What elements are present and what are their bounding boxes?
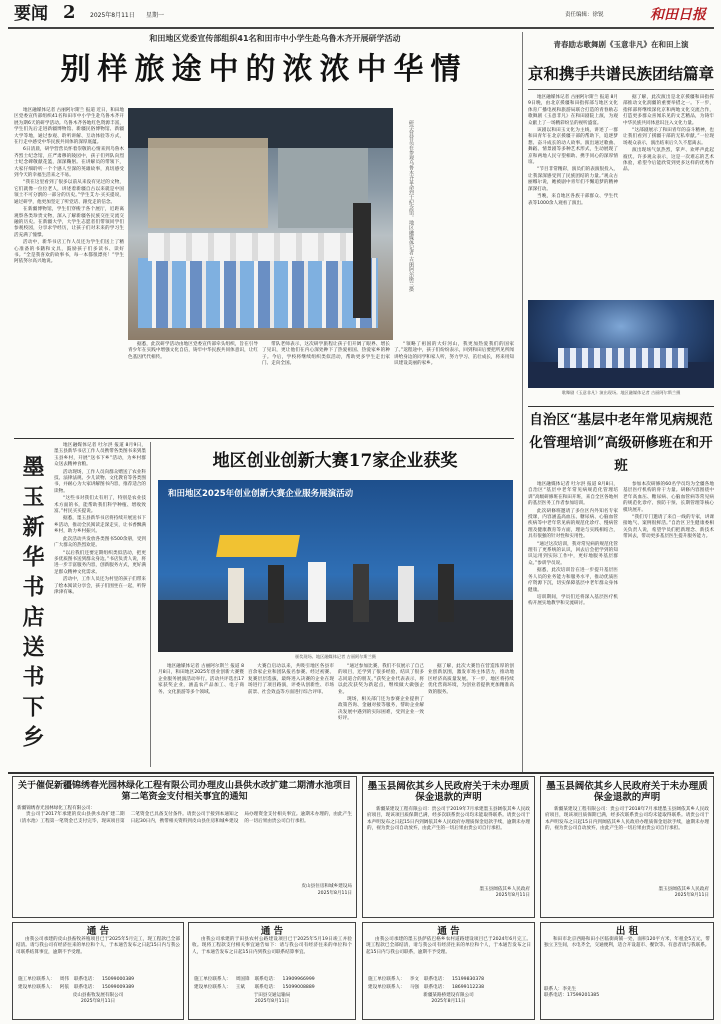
- notice-title: 通 告: [86, 926, 110, 937]
- notice-date: 2025年8月11日: [431, 999, 466, 1005]
- contest-column-2: [248, 664, 334, 768]
- ad-title: 墨玉县阔依其乡人民政府关于未办理质保金退款的声明: [367, 781, 530, 803]
- notice-title: 通 告: [260, 926, 284, 937]
- lead-para: 6日清晨，研学营营员怀着崇敬的心情来到乌鲁木齐烈士纪念馆，庄严肃穆的陵园中，孩子们列队向烈士纪念碑敬献花篮，深深鞠躬。在讲解员的带领下，大家仔细聆听一个个感人至深的英雄故事，真切感受到今天的幸福生活来之不易。: [14, 147, 124, 179]
- jingxin-para: 演出现场气氛热烈，掌声、欢呼声此起彼伏。许多观众表示，这是一次难忘的艺术体验，希望今后能欣赏到更多这样的优秀作品。: [623, 148, 714, 173]
- ad-sign: 墨玉县阔依其乡人民政府: [479, 887, 530, 892]
- ad-addressee: 新疆锦绣春光园林绿化工程有限公司：: [17, 806, 96, 811]
- contact-val: 15099000389: [101, 977, 135, 982]
- contact-key: 联系电话：: [423, 985, 447, 990]
- lead-para: 带队老师表示，这次研学旅程让孩子们开阔了眼界、增长了见识，更让他们在内心深处种下了热爱祖国、热爱家乡的种子。今后，学校将继续组织类似活动，帮助更多学生走出家门、走向全国。: [262, 342, 390, 367]
- jingxin-column-2: [623, 95, 714, 295]
- xinhua-para: 活动中，工作人员还为村里的孩子们带来了绘本阅读分享会，孩子们围坐在一起，听得津津有味。: [54, 577, 146, 595]
- training-column-1: [528, 482, 618, 767]
- training-para: 据悉，此次培训旨在进一步提升基层医务人员的业务能力和服务水平，推动优质医疗资源下沉，切实保障基层中老年群众身体健康。: [528, 568, 618, 593]
- jingxin-photo-caption: 歌舞剧《玉意非凡》演出现场。地区融媒体记者 古丽阿尔斯兰摄: [561, 390, 681, 395]
- jingxin-para: 据了解，此次演出是北京援疆和田指挥部推动文化润疆的重要举措之一。下一步，指挥部将继续深化京和两地文化交流合作，打造更多群众喜闻乐见的文艺精品，为铸牢中华民族共同体意识注入文化力量。: [623, 95, 714, 126]
- jingxin-para: “这部剧展示了和田青年的奋斗精神，也让我们看到了援疆干部的无私奉献。”一位现场观众表示，演出结束后久久不愿离去。: [623, 128, 714, 146]
- jingxin-para: “节目非常精彩，演员们的表演很投入，让我深深感受到了民族团结的力量。”观众古丽娜尔说，她被剧中青年们不懈追梦的精神深深打动。: [528, 167, 618, 192]
- issue-weekday: 星期一: [146, 12, 165, 19]
- notice-sign: 新疆某路桥建设有限公司: [423, 993, 474, 998]
- contact-key: 建设单位联系人：: [18, 985, 55, 990]
- xinhua-para: 据悉，墨玉县新华书店将持续开展送书下乡活动，推动全民阅读走深走实，让书香飘满乡村，助力乡村振兴。: [54, 516, 146, 535]
- lead-column-4: [394, 342, 514, 432]
- contact-val: 李先生: [562, 987, 577, 992]
- contact-val: 17599201385: [566, 993, 600, 999]
- contest-para: 地区融媒体记者 古丽阿尔斯兰 报道 8月8日，和田地区2025年创业创新大赛暨企业服务展演活动举行。活动共评选出17家获奖企业，涵盖农产品加工、电子商务、文化旅游等多个领域。: [158, 664, 244, 695]
- lead-column-1: [14, 108, 124, 448]
- notice-1: [12, 922, 184, 1020]
- notice-sign: 于田县交通运输局: [253, 993, 291, 998]
- contest-column-1: [158, 664, 244, 768]
- contact-val: 马强: [409, 985, 419, 990]
- jingxin-para: 当晚，来自地区各族干部群众、学生代表等1000余人观看了演出。: [528, 194, 618, 206]
- jingxin-column-1: [528, 95, 618, 295]
- training-headline: 自治区“基层中老年常见病规范化管理培训”高级研修班在和开班: [529, 412, 713, 474]
- lead-para: 据悉，此次研学活动由地区党委宣传部牵头组织，旨在引导青少年在实践中增强文化自信，铸牢中华民族共同体意识，让红色基因代代相传。: [128, 342, 258, 360]
- ad-body: 新疆某建设工程有限公司：贵公司于2018年7月承建墨玉县阔依其乡人民政府项目，现该项目质保期已满，经多次联系贵公司均未能取得联系。请贵公司于本声明发布之日起15日内到阔依其乡人民政府办理质保金退款手续，逾期未办理的，视为贵公司自动放弃，由此产生的一切后果由贵公司自行承担。: [545, 807, 709, 832]
- editor-credit: 责任编辑：徐锐: [565, 12, 604, 18]
- notice-date: 2025年8月11日: [254, 999, 290, 1005]
- header-rule: [8, 27, 714, 29]
- ad-notice-1: [12, 776, 357, 918]
- ad-body: 新疆某建设工程有限公司：贵公司于2019年7月承建墨玉县阔依其乡人民政府项目，现该项目质保期已满，经多次联系贵公司均未能取得联系。请贵公司于本声明发布之日起15日内到阔依其乡人民政府办理质保金退款手续，逾期未办理的，视为贵公司自动放弃，由此产生的一切后果由贵公司自行承担。: [367, 807, 530, 832]
- contact-key: 施工单位联系人：: [18, 977, 55, 982]
- lead-para: “我在这里看到了很多以前从来没有见过的文物，它们就像一位位老人，讲述着新疆自古以来就是中国领土不可分割的一部分的历史。”学生艾力·买买提说，通过研学，他更加坚定了听党话、跟党走的信念。: [14, 180, 124, 205]
- training-para: “我们专门邀请了来自一线的专家，讲课接地气、案例很鲜活。”自治区卫生健康委相关负责人说，希望学员们把新理念、新技术带回去，带动更多基层医生提升服务能力。: [623, 515, 714, 540]
- ad-sign: 皮山县住房和城乡建设局: [301, 884, 352, 890]
- jingxin-rule: [528, 89, 714, 90]
- contest-banner: 和田地区2025年创业创新大赛企业服务展演活动: [168, 489, 354, 499]
- training-para: 地区融媒体记者 吐尔洪 报道 8月8日，自治区“基层中老年常见病规范化管理培训”高级研修班在和田开班，来自全区各地州的基层医务工作者参加培训。: [528, 482, 618, 507]
- contact-val: 15099008889: [282, 985, 315, 990]
- lead-column-2: [128, 342, 258, 432]
- notice-title: 出 租: [615, 926, 639, 937]
- jingxin-para: 地区融媒体记者 古丽阿尔斯兰 报道 8月9日晚，由北京援疆和田指挥部与地区文化体育广播电视和旅游局联合打造的青春励志歌舞剧《玉意非凡》在和田剧院上演，为观众献上了一场精彩纷呈的视听盛宴。: [528, 95, 618, 126]
- ad-notice-2: [362, 776, 535, 918]
- notice-title: 通 告: [437, 926, 460, 937]
- contact-val: 13909966999: [282, 977, 315, 982]
- jingxin-para: 该剧以和田玉文化为主线，讲述了一群和田青年在北京援疆干部的帮助下，追逐梦想、奋斗成长的动人故事。演出通过歌曲、舞蹈、情景剧等多种艺术形式，生动展现了京和两地人民守望相助、携手同心的深厚情谊。: [528, 128, 618, 166]
- page-header: [0, 0, 721, 28]
- contact-key: 施工单位联系人：: [368, 977, 405, 982]
- notice-body: 由我公司承建的墨玉县萨依巴格乡农村道路建设项目已于2024年6月完工。现工程款已全部结清，请与我公司有经济往来的单位和个人，于本通告发布之日起15日内与我公司联系，逾期不予受理。: [366, 937, 531, 955]
- notice-contacts: [192, 975, 320, 993]
- contact-key: 联系人：: [544, 987, 563, 992]
- lead-column-3: [262, 342, 390, 432]
- lead-photo-caption: 研学营营员在参观乌鲁木齐革命烈士纪念馆。地区融媒体记者 古丽阿尔斯兰摄: [408, 120, 414, 292]
- contest-para: 据了解，此次大赛旨在营造浓厚的创业创新氛围，激发市场主体活力，推动地区经济高质量发展。下一步，地区将持续优化营商环境，为创业者提供更加精准高效的服务。: [428, 664, 514, 695]
- issue-date: 2025年8月11日: [90, 12, 135, 19]
- contact-key: 建设单位联系人：: [368, 985, 405, 990]
- contest-column-3: [338, 664, 424, 768]
- training-para: “通过这次培训，我对常见病的规范化管理有了更系统的认识，回去后会把学到的知识运用到实际工作中，更好地服务基层群众。”参训学员说。: [528, 541, 618, 566]
- ads-top-rule: [8, 772, 714, 774]
- lead-headline: 别样旅途中的浓浓中华情: [60, 52, 468, 87]
- lead-para: 地区融媒体记者 古丽阿尔斯兰 报道 近日，和田地区党委宣传部组织41名和田市中小学生赴乌鲁木齐开展为期6天的研学活动。乌鲁木齐各地红色资源丰富，学生们先后走进新疆博物馆、新疆民俗博物馆、新疆大学等地，通过参观、聆听讲解、互动体验等方式，在行走中感受中华民族共同体的深厚底蕴。: [14, 108, 124, 146]
- lead-photo: [128, 108, 393, 340]
- contact-key: 施工单位联系人：: [194, 977, 231, 982]
- contact-val: 王斌: [235, 985, 245, 990]
- contact-val: 周伟: [59, 977, 69, 982]
- jingxin-photo: [528, 300, 714, 388]
- notice-sign: 皮山县畜牧发展有限公司: [72, 993, 124, 998]
- training-para: 此次研修班邀请了多位区内外知名专家授课，内容涵盖高血压、糖尿病、心脑血管疾病等中老年常见病的规范化诊疗、慢病管理及健康教育等方面，理论与实践相结合，具有很强的针对性和实用性。: [528, 508, 618, 540]
- xinhua-para: “这些书对我们太有用了，特别是农业技术方面的书，能帮助我们科学种植、增收致富。”村民买买提说。: [54, 496, 146, 515]
- notice-2: [188, 922, 356, 1020]
- page-number: 2: [63, 2, 76, 23]
- notice-body: 和田市北京西路和田小区临街商铺一处，面积120平方米，年租金5万元，带独立卫生间，水电齐全，交通便利，适合开设超市、餐饮等。有意者请与我联系。: [544, 937, 710, 949]
- jingxin-subtitle: 青春励志歌舞剧《玉意非凡》在和田上演: [553, 40, 689, 49]
- contact-val: 李文: [409, 977, 419, 982]
- training-top-rule: [528, 406, 714, 407]
- ad-title: 墨玉县阔依其乡人民政府关于未办理质保金退款的声明: [546, 781, 708, 803]
- notice-body: 由我公司承建的皮山县畜牧养殖项目已于2025年5月完工，现工程款已全部结清。请与我公司有经济往来的单位和个人，于本通告发布之日起15日内与我公司联系结算事宜，逾期不予受理。: [16, 937, 180, 955]
- contest-para: 大赛自启动以来，共吸引地区各县市百余家企业和团队报名参赛。经过初赛、复赛层层选拔，最终进入决赛的企业在现场进行了项目路演，评委从创新性、市场前景、社会效益等方面进行综合评审。: [248, 664, 334, 695]
- training-para: 培训期间，学员们还将深入基层医疗机构开展实地教学和交流研讨。: [528, 594, 618, 607]
- column-rule: [522, 32, 523, 772]
- notice-date: 2025年8月11日: [80, 999, 116, 1005]
- xinhua-column: [54, 443, 146, 768]
- notice-3: [362, 922, 535, 1020]
- xinhua-para: 活动现场，工作人员向群众赠送了农业科技、法律法规、少儿读物、文化教育等各类图书，并耐心为大家讲解图书内容，推荐适合的读物。: [54, 469, 146, 494]
- ad-date: 2025年8月11日: [674, 893, 709, 899]
- xinhua-headline: 墨玉新华书店送书下乡: [19, 455, 45, 755]
- contest-para: 现场，相关部门还为参赛企业提供了政策咨询、金融对接等服务，帮助企业解决发展中遇到的实际困难，受到企业一致好评。: [338, 697, 424, 722]
- notice-contacts: [366, 975, 489, 993]
- contest-photo: [158, 480, 513, 652]
- contest-headline: 地区创业创新大赛17家企业获奖: [212, 451, 458, 471]
- ad-body: 贵公司于2017年承建的皮山县供水改扩建二期（清水池）工程第一笔资金已支付完毕，现该项目第二笔资金已具备支付条件。请贵公司于接到本通知之日起30日内，携带相关资料到皮山县住房和城乡建设局办理资金支付相关事宜。逾期未办理的，由此产生的一切后果由贵公司自行承担。: [17, 812, 352, 824]
- ad-date: 2025年8月11日: [317, 890, 352, 896]
- contact-val: 18699112238: [451, 985, 485, 990]
- contest-column-4: [428, 664, 514, 768]
- contest-photo-caption: 颁奖现场。地区融媒体记者 古丽阿尔斯兰摄: [295, 654, 376, 659]
- newspaper-logo: 和田日报: [650, 7, 706, 23]
- contact-key: 联系电话：: [73, 977, 97, 982]
- section-name: 要闻: [14, 4, 48, 24]
- contact-val: 周国锋: [235, 977, 250, 982]
- xinhua-para: 地区融媒体记者 吐尔洪 报道 8月9日，墨玉县新华书店工作人员携带各类图书来到墨玉县乡村，开展“送书下乡”活动，为乡村群众送去精神食粮。: [54, 443, 146, 468]
- lead-kicker: 和田地区党委宣传部组织41名和田市中小学生赴乌鲁木齐开展研学活动: [149, 34, 401, 43]
- xinhua-rule: [150, 442, 151, 767]
- contact-key: 联系电话：: [544, 993, 567, 999]
- contact-key: 联系电话：: [254, 977, 278, 982]
- jingxin-headline: 京和携手共谱民族团结篇章: [528, 64, 715, 83]
- lead-para: “领略了祖国的大好河山，我更加热爱我们的国家了。”返程途中，孩子们纷纷表示，回到和田后要把所见所闻讲给身边的同学和家人听，努力学习、茁壮成长，将来用知识建设美丽的家乡。: [394, 342, 514, 367]
- contact-key: 联系电话：: [254, 985, 278, 990]
- contact-val: 15099009389: [101, 985, 135, 990]
- contact-val: 15199830378: [451, 977, 485, 982]
- xinhua-para: 此次活动共发放各类图书500余册，受到广大群众的热烈欢迎。: [54, 536, 146, 549]
- contact-key: 建设单位联系人：: [194, 985, 231, 990]
- lead-para: 活动中，新华书店工作人员还为学生们送上了精心准备的书籍和文具，鼓励孩子们多读书、读好书。“全是我喜欢的故事书，每一本都很漂亮！”学生阿依努尔高兴地说。: [14, 240, 124, 265]
- ad-date: 2025年8月11日: [495, 893, 530, 899]
- contact-val: 阿依: [59, 985, 69, 990]
- contest-para: “通过参加比赛，我们不仅展示了自己的项目，还学到了很多经验，结识了很多志同道合的朋友。”获奖企业代表表示，将以此次获奖为新起点，继续做大做强企业。: [338, 664, 424, 695]
- ad-notice-3: [540, 776, 714, 918]
- training-column-2: [623, 482, 714, 767]
- contact-key: 联系电话：: [423, 977, 447, 982]
- notice-rent: [540, 922, 714, 1020]
- ad-title: 关于催促新疆锦绣春光园林绿化工程有限公司办理皮山县供水改扩建二期清水池项目第二笔资金支付相关事宜的通知: [17, 781, 351, 802]
- ad-sign: 墨玉县阔依其乡人民政府: [658, 887, 709, 892]
- xinhua-para: “以后我们还要定期组织类似活动，把更多优质图书送到群众身边。”书店负责人说，将进一步丰富服务内容，创新服务方式，更好满足群众精神文化需求。: [54, 550, 146, 575]
- contact-key: 联系电话：: [73, 985, 97, 990]
- training-para: 参加本次研修的60名学员均为全疆各地基层医疗机构的骨干力量。研修内容围绕中老年高血压、糖尿病、心脑血管病等常见病的规范化诊疗、预防干预、长期管理等核心模块展开。: [623, 482, 714, 513]
- notice-contacts: [16, 975, 139, 993]
- notice-body: 由我公司承建的于田县农村公路建设项目已于2025年5月19日竣工并验收。现将工程款支付相关事宜通告如下：请与我公司有经济往来的单位和个人，于本通告发布之日起15日内到我公司联系结算事宜。: [192, 937, 352, 955]
- xinhua-top-rule: [14, 438, 514, 439]
- lead-para: 在新疆博物馆，学生们穿梭于各个展厅，近距离观察各类珍贵文物，深入了解新疆各民族交往交流交融的历史。在新疆大学，大学生志愿者们带领同学们参观校园，分享求学经历，让孩子们对未来的学习生活充满了憧憬。: [14, 207, 124, 238]
